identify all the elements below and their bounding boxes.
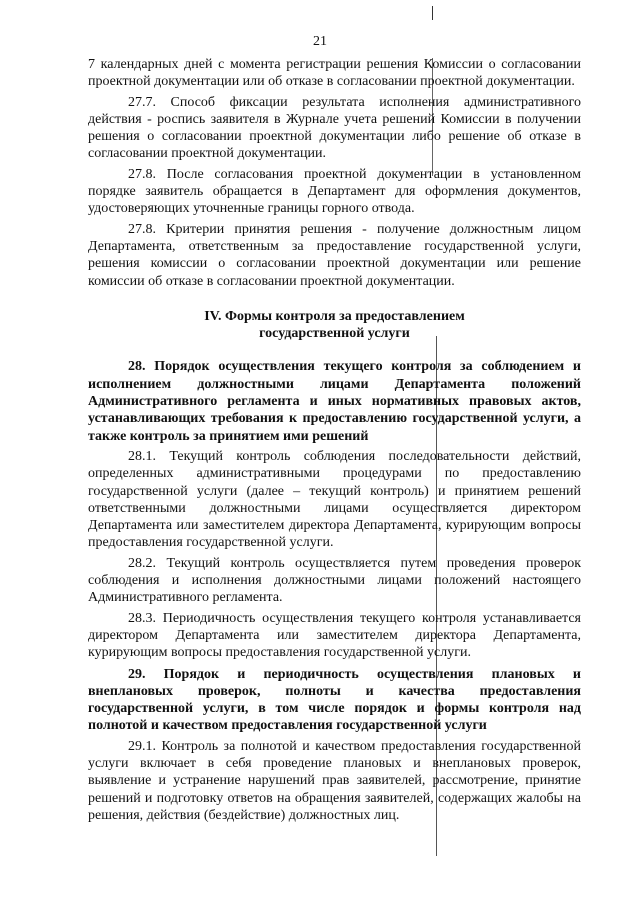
paragraph: 27.8. После согласования проектной документации в установленном порядке заявитель обращается в Департамент для оформления документов, удостоверяющих уточненные границы горного отвода. — [88, 166, 581, 217]
paragraph: 28.1. Текущий контроль соблюдения последовательности действий, определенных административными процедурами по предоставлению государственной услуги (далее – текущий контроль) и принятием решений ответственными должностными лицами осуществляется директором Департамента или заместителем директора Департамента, курирующим вопросы предоставления государственной услуги. — [88, 448, 581, 551]
scan-artifact-line — [432, 6, 433, 20]
section-heading-line: государственной услуги — [259, 326, 410, 342]
item-28-title: 28. Порядок осуществления текущего контроля за соблюдением и исполнением должностными лицами Департамента положений Административного регламента и иных нормативных правовых актов, устанавливающих требования к предоставлению государственной услуги, а также контроль за принятием ими решений — [88, 359, 581, 444]
section-heading — [88, 308, 581, 343]
paragraph: 28.3. Периодичность осуществления текущего контроля устанавливается директором Департамента или заместителем директора Департамента, курирующим вопросы предоставления государственной услуги. — [88, 610, 581, 661]
page-number: 21 — [313, 34, 327, 49]
paragraph: 27.8. Критерии принятия решения - получение должностным лицом Департамента, ответственным за предоставление государственной услуги, решения комиссии о согласовании проектной документации или решение комиссии об отказе в согласовании проектной документации. — [88, 221, 581, 289]
document-body — [88, 56, 581, 827]
paragraph: 27.7. Способ фиксации результата исполнения административного действия - роспись заявителя в Журнале учета решений Комиссии в получении решения о согласовании проектной документации либо решение об отказе в согласовании проектной документации. — [88, 94, 581, 162]
paragraph: 29.1. Контроль за полнотой и качеством предоставления государственной услуги включает в себя проведение плановых и внеплановых проверок, выявление и устранение нарушений прав заявителей, рассмотрение, принятие решений и подготовку ответов на обращения заявителей, содержащих жалобы на решения, действия (бездействие) должностных лиц. — [88, 738, 581, 823]
section-heading-line: IV. Формы контроля за предоставлением — [204, 308, 465, 324]
paragraph: 7 календарных дней с момента регистрации решения Комиссии о согласовании проектной документации или об отказе в согласовании проектной документации. — [88, 57, 581, 90]
paragraph: 28.2. Текущий контроль осуществляется путем проведения проверок соблюдения и исполнения должностными лицами положений настоящего Административного регламента. — [88, 555, 581, 606]
item-29-title: 29. Порядок и периодичность осуществления плановых и внеплановых проверок, полноты и качества предоставления государственной услуги, в том числе порядок и формы контроля над полнотой и качеством предоставления государственной услуги — [88, 666, 581, 734]
